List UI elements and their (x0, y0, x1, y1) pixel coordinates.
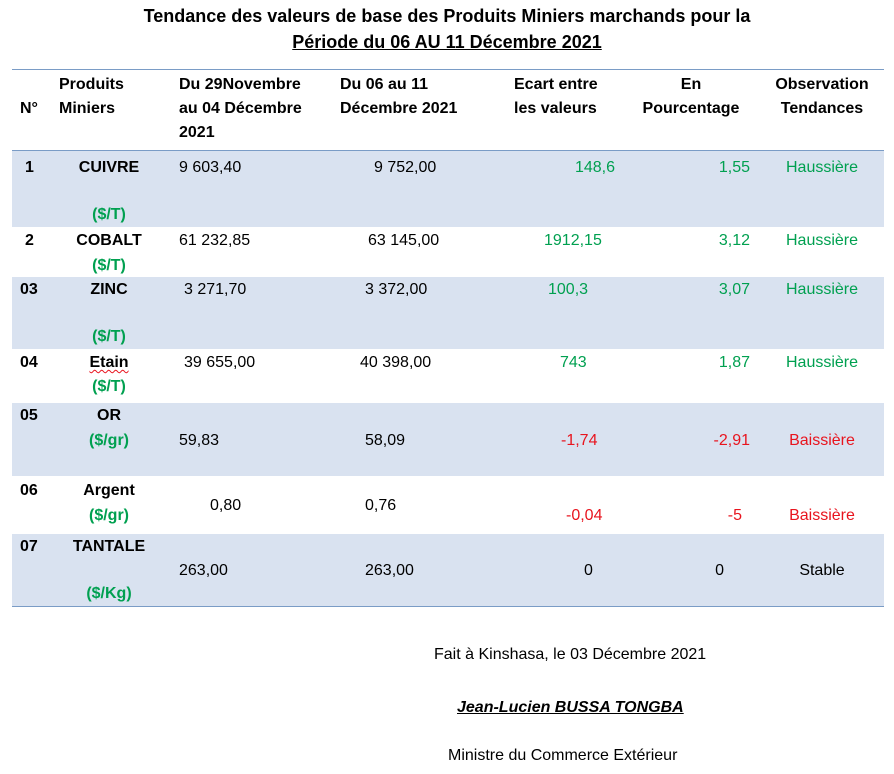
title-line-2: Période du 06 AU 11 Décembre 2021 (292, 32, 602, 52)
pct-value: 1,55 (718, 159, 750, 176)
product-unit: ($/T) (92, 378, 126, 395)
pct-value: 3,12 (718, 232, 750, 249)
signatory-role: Ministre du Commerce Extérieur (448, 747, 678, 764)
trend-label: Haussière (785, 354, 859, 371)
header-product-line1: Produits (59, 76, 124, 93)
product-name: ZINC (90, 281, 128, 298)
trend-label: Haussière (785, 159, 859, 176)
diff-value: 743 (560, 354, 587, 371)
row-num: 03 (20, 281, 38, 298)
header-obs-line2: Tendances (780, 100, 864, 117)
product-name: OR (97, 407, 121, 424)
trend-label: Baissière (789, 507, 855, 524)
curr-value: 58,09 (365, 432, 406, 449)
diff-value: 1912,15 (544, 232, 602, 249)
row-num: 06 (20, 482, 38, 499)
prev-value: 3 271,70 (184, 281, 247, 298)
header-diff-line1: Ecart entre (514, 76, 598, 93)
product-unit: ($/gr) (89, 507, 129, 524)
signatory-name: Jean-Lucien BUSSA TONGBA (457, 699, 684, 716)
product-unit: ($/T) (92, 206, 126, 223)
curr-value: 0,76 (365, 497, 397, 514)
diff-value: 100,3 (548, 281, 589, 298)
diff-value: 148,6 (574, 159, 615, 176)
curr-value: 9 752,00 (374, 159, 437, 176)
prev-value: 9 603,40 (179, 159, 242, 176)
curr-value: 40 398,00 (360, 354, 432, 371)
prev-value: 263,00 (179, 562, 228, 579)
prev-value: 0,80 (210, 497, 242, 514)
product-unit: ($/gr) (89, 432, 129, 449)
product-unit: ($/Kg) (86, 585, 132, 602)
header-pct-line1: En (680, 76, 702, 93)
place-date: Fait à Kinshasa, le 03 Décembre 2021 (434, 646, 707, 663)
header-curr-line1: Du 06 au 11 (340, 76, 429, 93)
prev-value: 59,83 (179, 432, 220, 449)
curr-value: 3 372,00 (365, 281, 428, 298)
product-unit: ($/T) (92, 328, 126, 345)
product-name: Etain (89, 354, 129, 371)
product-name: TANTALE (72, 538, 146, 555)
header-pct-line2: Pourcentage (642, 100, 740, 117)
pct-value: 0 (715, 562, 724, 579)
row-num: 2 (25, 232, 34, 249)
product-name: CUIVRE (78, 159, 140, 176)
trend-label: Baissière (789, 432, 855, 449)
row-num: 04 (20, 354, 38, 371)
trend-label: Haussière (785, 281, 859, 298)
pct-value: -2,91 (713, 432, 750, 449)
header-prev-line1: Du 29Novembre (179, 76, 301, 93)
trend-label: Stable (799, 562, 845, 579)
header-curr-line2: Décembre 2021 (340, 100, 458, 117)
header-product-line2: Miniers (59, 100, 116, 117)
row-num: 05 (20, 407, 38, 424)
curr-value: 263,00 (365, 562, 414, 579)
diff-value: -1,74 (561, 432, 598, 449)
curr-value: 63 145,00 (368, 232, 440, 249)
header-obs-line1: Observation (775, 76, 869, 93)
row-num: 07 (20, 538, 38, 555)
pct-value: 1,87 (718, 354, 750, 371)
table-bottom-rule (12, 606, 884, 607)
diff-value: 0 (584, 562, 593, 579)
product-name: COBALT (76, 232, 142, 249)
title-line-1: Tendance des valeurs de base des Produits Miniers marchands pour la (143, 6, 751, 26)
header-prev-line2: au 04 Décembre (179, 100, 302, 117)
row-num: 1 (25, 159, 34, 176)
pct-value: 3,07 (718, 281, 750, 298)
header-num: N° (20, 100, 38, 117)
product-unit: ($/T) (92, 257, 126, 274)
trend-label: Haussière (785, 232, 859, 249)
header-prev-line3: 2021 (179, 124, 215, 141)
prev-value: 61 232,85 (179, 232, 251, 249)
diff-value: -0,04 (566, 507, 603, 524)
prev-value: 39 655,00 (184, 354, 256, 371)
header-diff-line2: les valeurs (514, 100, 597, 117)
product-name: Argent (83, 482, 135, 499)
table-top-rule (12, 69, 884, 70)
pct-value: -5 (727, 507, 742, 524)
